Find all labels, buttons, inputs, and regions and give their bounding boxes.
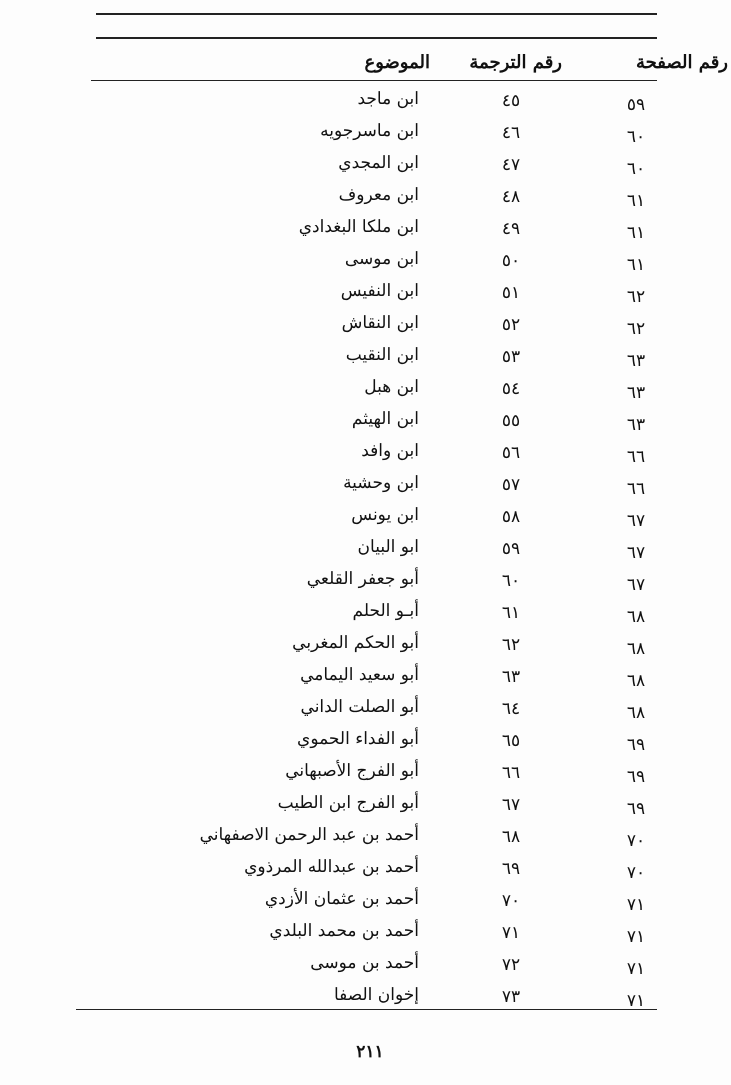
row-page-number: ٦٧ xyxy=(626,511,646,531)
row-entry-number: ٥٩ xyxy=(501,539,521,559)
row-entry-number: ٤٧ xyxy=(501,155,521,175)
bottom-rule xyxy=(76,1009,657,1010)
row-topic: أبو الفرج ابن الطيب xyxy=(277,793,419,813)
table-row xyxy=(0,436,731,468)
row-topic: أحمد بن موسى xyxy=(310,953,419,973)
header-rule xyxy=(91,80,657,81)
row-topic: ابن الهيثم xyxy=(351,409,419,429)
row-page-number: ٦٨ xyxy=(626,671,646,691)
row-page-number: ٦٧ xyxy=(626,575,646,595)
row-entry-number: ٥٥ xyxy=(501,411,521,431)
row-page-number: ٦٨ xyxy=(626,639,646,659)
table-row xyxy=(0,820,731,852)
row-page-number: ٧٠ xyxy=(626,831,646,851)
row-entry-number: ٤٩ xyxy=(501,219,521,239)
row-page-number: ٦٢ xyxy=(626,319,646,339)
row-entry-number: ٧٣ xyxy=(501,987,521,1007)
row-entry-number: ٥٠ xyxy=(501,251,521,271)
row-page-number: ٦٣ xyxy=(626,351,646,371)
row-topic: ابن وحشية xyxy=(343,473,419,493)
row-topic: ابن ماسرجويه xyxy=(320,121,419,141)
table-row xyxy=(0,404,731,436)
row-page-number: ٦٨ xyxy=(626,703,646,723)
table-row xyxy=(0,372,731,404)
row-topic: أبو الفرج الأصبهاني xyxy=(285,761,419,781)
row-entry-number: ٤٨ xyxy=(501,187,521,207)
row-entry-number: ٥٦ xyxy=(501,443,521,463)
row-entry-number: ٤٥ xyxy=(501,91,521,111)
row-entry-number: ٥٤ xyxy=(501,379,521,399)
row-topic: أبو الحكم المغربي xyxy=(292,633,419,653)
table-row xyxy=(0,756,731,788)
row-entry-number: ٥٣ xyxy=(501,347,521,367)
row-topic: ابن ملكا البغدادي xyxy=(298,217,419,237)
row-page-number: ٦٦ xyxy=(626,479,646,499)
row-topic: ابن موسى xyxy=(344,249,419,269)
page-number: ٢١١ xyxy=(356,1042,384,1062)
row-topic: ابن ماجد xyxy=(357,89,419,109)
table-row xyxy=(0,468,731,500)
row-topic: أبو الصلت الداني xyxy=(300,697,419,717)
row-entry-number: ٧٢ xyxy=(501,955,521,975)
row-topic: ابن المجدي xyxy=(338,153,419,173)
header-topic: الموضوع xyxy=(364,52,430,73)
row-topic: ابن هبل xyxy=(364,377,419,397)
row-page-number: ٦٩ xyxy=(626,735,646,755)
row-entry-number: ٥٢ xyxy=(501,315,521,335)
row-entry-number: ٦١ xyxy=(501,603,521,623)
table-row xyxy=(0,628,731,660)
table-row xyxy=(0,116,731,148)
top-rule xyxy=(96,13,657,15)
row-topic: ابن النقيب xyxy=(345,345,419,365)
row-page-number: ٥٩ xyxy=(626,95,646,115)
row-topic: ابن معروف xyxy=(338,185,419,205)
row-topic: أبو الفداء الحموي xyxy=(297,729,419,749)
row-entry-number: ٦٢ xyxy=(501,635,521,655)
row-page-number: ٧٠ xyxy=(626,863,646,883)
row-entry-number: ٧١ xyxy=(501,923,521,943)
table-row xyxy=(0,660,731,692)
table-row xyxy=(0,948,731,980)
row-topic: ابن وافد xyxy=(361,441,419,461)
row-entry-number: ٥٨ xyxy=(501,507,521,527)
row-topic: أبو جعفر القلعي xyxy=(306,569,419,589)
table-row xyxy=(0,724,731,756)
row-topic: أحمد بن محمد البلدي xyxy=(269,921,419,941)
index-table xyxy=(0,84,731,1012)
table-row xyxy=(0,692,731,724)
row-entry-number: ٦٠ xyxy=(501,571,521,591)
row-entry-number: ٦٥ xyxy=(501,731,521,751)
row-topic: أحمد بن عبد الرحمن الاصفهاني xyxy=(199,825,419,845)
row-topic: ابن النقاش xyxy=(341,313,419,333)
row-entry-number: ٤٦ xyxy=(501,123,521,143)
table-row xyxy=(0,980,731,1012)
row-topic: ابن يونس xyxy=(351,505,419,525)
row-topic: إخوان الصفا xyxy=(333,985,419,1005)
row-entry-number: ٥١ xyxy=(501,283,521,303)
row-page-number: ٦١ xyxy=(626,223,646,243)
table-row xyxy=(0,180,731,212)
header-entry-number: رقم الترجمة xyxy=(469,52,562,73)
row-entry-number: ٥٧ xyxy=(501,475,521,495)
table-row xyxy=(0,532,731,564)
table-row xyxy=(0,564,731,596)
row-page-number: ٦١ xyxy=(626,255,646,275)
row-topic: أبو سعيد اليمامي xyxy=(300,665,419,685)
table-row xyxy=(0,500,731,532)
table-row xyxy=(0,340,731,372)
row-page-number: ٦٩ xyxy=(626,799,646,819)
row-page-number: ٦٨ xyxy=(626,607,646,627)
row-page-number: ٦٩ xyxy=(626,767,646,787)
row-page-number: ٧١ xyxy=(626,895,646,915)
row-page-number: ٧١ xyxy=(626,927,646,947)
row-entry-number: ٧٠ xyxy=(501,891,521,911)
row-entry-number: ٦٣ xyxy=(501,667,521,687)
top-rule-second xyxy=(96,37,657,39)
table-row xyxy=(0,852,731,884)
row-entry-number: ٦٤ xyxy=(501,699,521,719)
row-page-number: ٧١ xyxy=(626,959,646,979)
table-row xyxy=(0,884,731,916)
row-page-number: ٧١ xyxy=(626,991,646,1011)
row-topic: ابو البيان xyxy=(357,537,419,557)
table-row xyxy=(0,916,731,948)
row-topic: أحمد بن عثمان الأزدي xyxy=(264,889,419,909)
row-page-number: ٦٧ xyxy=(626,543,646,563)
row-topic: ابن النفيس xyxy=(340,281,419,301)
table-row xyxy=(0,212,731,244)
table-row xyxy=(0,596,731,628)
row-page-number: ٦٠ xyxy=(626,127,646,147)
table-row xyxy=(0,244,731,276)
header-page-number: رقم الصفحة xyxy=(635,52,728,73)
row-page-number: ٦٣ xyxy=(626,383,646,403)
row-page-number: ٦٢ xyxy=(626,287,646,307)
table-row xyxy=(0,788,731,820)
row-page-number: ٦٣ xyxy=(626,415,646,435)
table-row xyxy=(0,276,731,308)
table-row xyxy=(0,148,731,180)
row-topic: أبـو الحلم xyxy=(352,601,419,621)
row-topic: أحمد بن عبدالله المرذوي xyxy=(244,857,419,877)
row-page-number: ٦٠ xyxy=(626,159,646,179)
row-entry-number: ٦٩ xyxy=(501,859,521,879)
row-page-number: ٦١ xyxy=(626,191,646,211)
row-entry-number: ٦٧ xyxy=(501,795,521,815)
row-entry-number: ٦٦ xyxy=(501,763,521,783)
table-row xyxy=(0,84,731,116)
row-page-number: ٦٦ xyxy=(626,447,646,467)
table-row xyxy=(0,308,731,340)
row-entry-number: ٦٨ xyxy=(501,827,521,847)
